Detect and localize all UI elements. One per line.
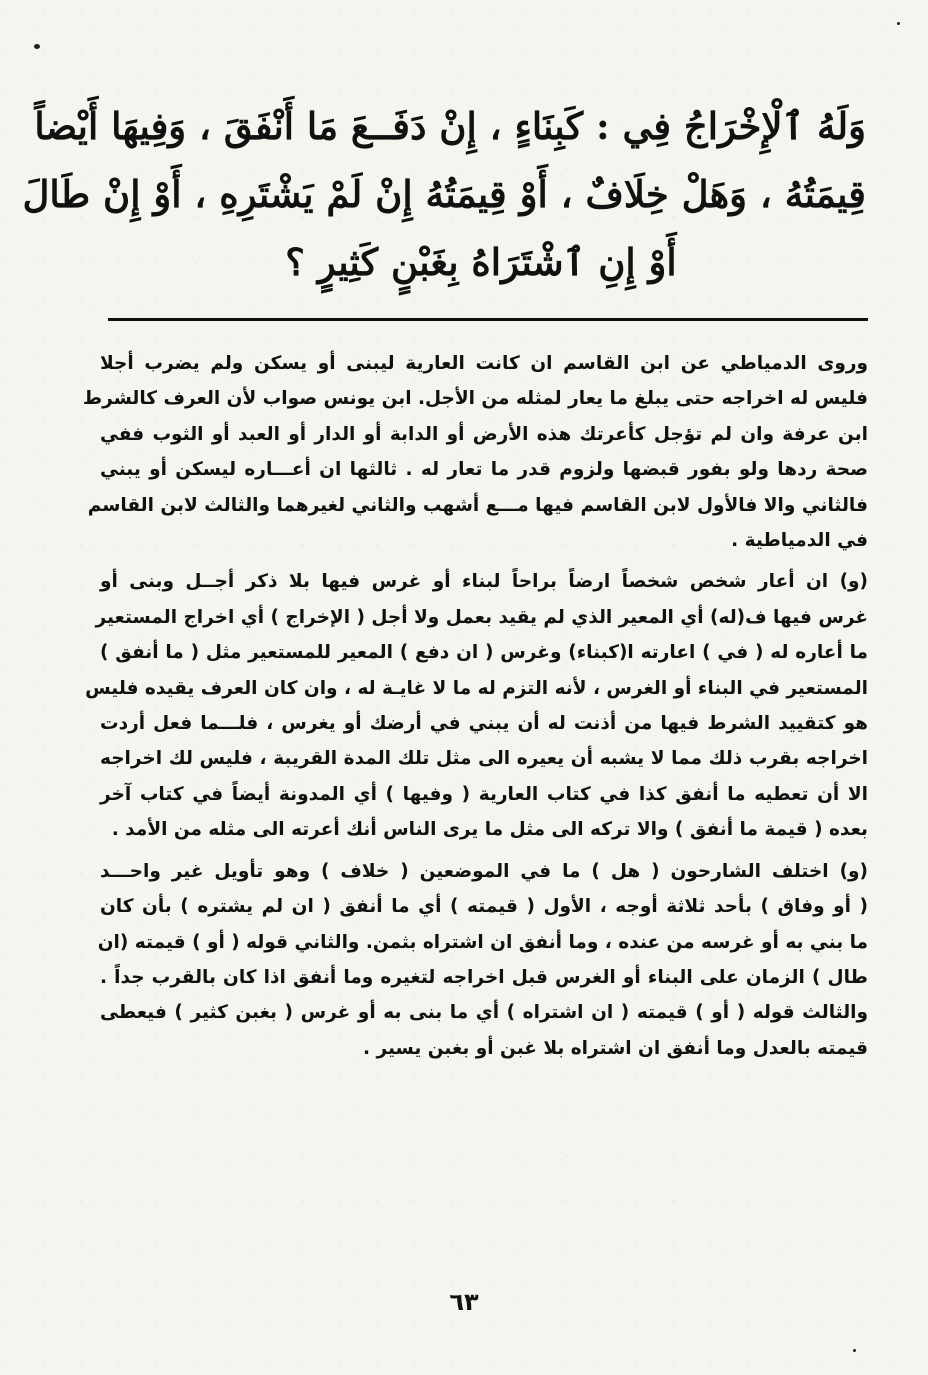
commentary-paragraph — [82, 346, 868, 558]
commentary-line: فالثاني والا فالأول لابن القاسم فيها مـــع أشهب والثاني لغيرهما والثالث لابن القاسم — [87, 494, 868, 516]
commentary-line: وروى الدمياطي عن ابن القاسم ان كانت العارية ليبنى أو يسكن ولم يضرب أجلا — [100, 353, 868, 374]
commentary-line: فليس له اخراجه حتى يبلغ ما يعار لمثله من الأجل. ابن يونس صواب لأن العرف كالشرط — [82, 388, 868, 410]
commentary-paragraph — [85, 564, 868, 847]
commentary-line: هو كتقييد الشرط فيها من أذنت له أن يبني في أرضك أو يغرس ، فلـــما فعل أردت — [100, 713, 868, 735]
commentary-line: ابن عرفة وان لم تؤجل كأعرتك هذه الأرض أو الدابة أو الدار أو العبد أو الثوب ففي — [100, 423, 868, 445]
matn-line: وَلَهُ ٱلْإِخْرَاجُ فِي : كَبِنَاءٍ ، إِنْ دَفَــعَ مَا أَنْفَقَ ، وَفِيهَا أَيْضاً — [34, 104, 866, 148]
commentary-line: طال ) الزمان على البناء أو الغرس قبل اخراجه لتغيره وما أنفق اذا كان بالقرب جداً . — [100, 966, 868, 988]
commentary-line: بعده ( قيمة ما أنفق ) والا تركه الى مثل ما يرى الناس أنك أعرته الى مثله من الأمد . — [111, 819, 868, 841]
page-number: ٦٣ — [449, 1288, 479, 1316]
ink-speck — [34, 44, 40, 49]
matn-line: قِيمَتُهُ ، وَهَلْ خِلَافٌ ، أَوْ قِيمَتُهُ إِنْ لَمْ يَشْتَرِهِ ، أَوْ إِنْ طَالَ — [22, 172, 866, 216]
commentary-line: الا أن تعطيه ما أنفق كذا في كتاب العارية ( وفيها ) أي المدونة أيضاً في كتاب آخر — [100, 783, 868, 805]
commentary-line: المستعير في البناء أو الغرس ، لأنه التزم له ما لا غايـة له ، وان كان العرف يقيده فليس — [85, 677, 868, 699]
commentary-line: قيمته بالعدل وما أنفق ان اشتراه بلا غبن أو بغبن يسير . — [363, 1037, 868, 1059]
ink-speck — [897, 22, 900, 25]
commentary-line: والثالث قوله ( أو ) قيمته ( ان اشتراه ) أي ما بنى به أو غرس ( بغبن كثير ) فيعطى — [100, 1002, 868, 1024]
commentary-line: ما أعاره له ( في ) اعارته ا(كبناء) وغرس ( ان دفع ) المعير للمستعير مثل ( ما أنفق ) — [100, 642, 868, 664]
commentary-line: (و) ان أعار شخص شخصاً ارضاً براحاً لبناء أو غرس فيها بلا ذكر أجــل وبنى أو — [100, 571, 868, 593]
commentary-paragraph — [97, 854, 868, 1066]
commentary-line: في الدمياطية . — [731, 530, 868, 552]
commentary-line: ما بني به أو غرسه من عنده ، وما أنفق ان اشتراه بثمن. والثاني قوله ( أو ) قيمته (ان — [97, 931, 868, 953]
matn-text — [22, 92, 866, 296]
commentary-line: صحة ردها ولو بفور قبضها ولزوم قدر ما تعار له . ثالثها ان أعـــاره ليسكن أو يبني — [100, 459, 868, 481]
ink-speck — [853, 1349, 856, 1352]
commentary-line: غرس فيها ف(له) أي المعير الذي لم يقيد بعمل ولا أجل ( الإخراج ) أي اخراج المستعير — [95, 606, 868, 628]
commentary-line: (و) اختلف الشارحون ( هل ) ما في الموضعين ( خلاف ) وهو تأويل غير واحـــد — [100, 860, 868, 882]
commentary-line: ( أو وفاق ) بأحد ثلاثة أوجه ، الأول ( قيمته ) أي ما أنفق ( ان لم يشتره ) بأن كان — [100, 896, 868, 918]
commentary-text — [82, 346, 868, 1072]
commentary-line: اخراجه بقرب ذلك مما لا يشبه أن يعيره الى مثل تلك المدة القريبة ، فليس لك اخراجه — [100, 748, 868, 770]
separator-rule — [108, 318, 868, 321]
matn-line: أَوْ إِنِ ٱشْتَرَاهُ بِغَبْنٍ كَثِيرٍ ؟ — [285, 240, 677, 284]
